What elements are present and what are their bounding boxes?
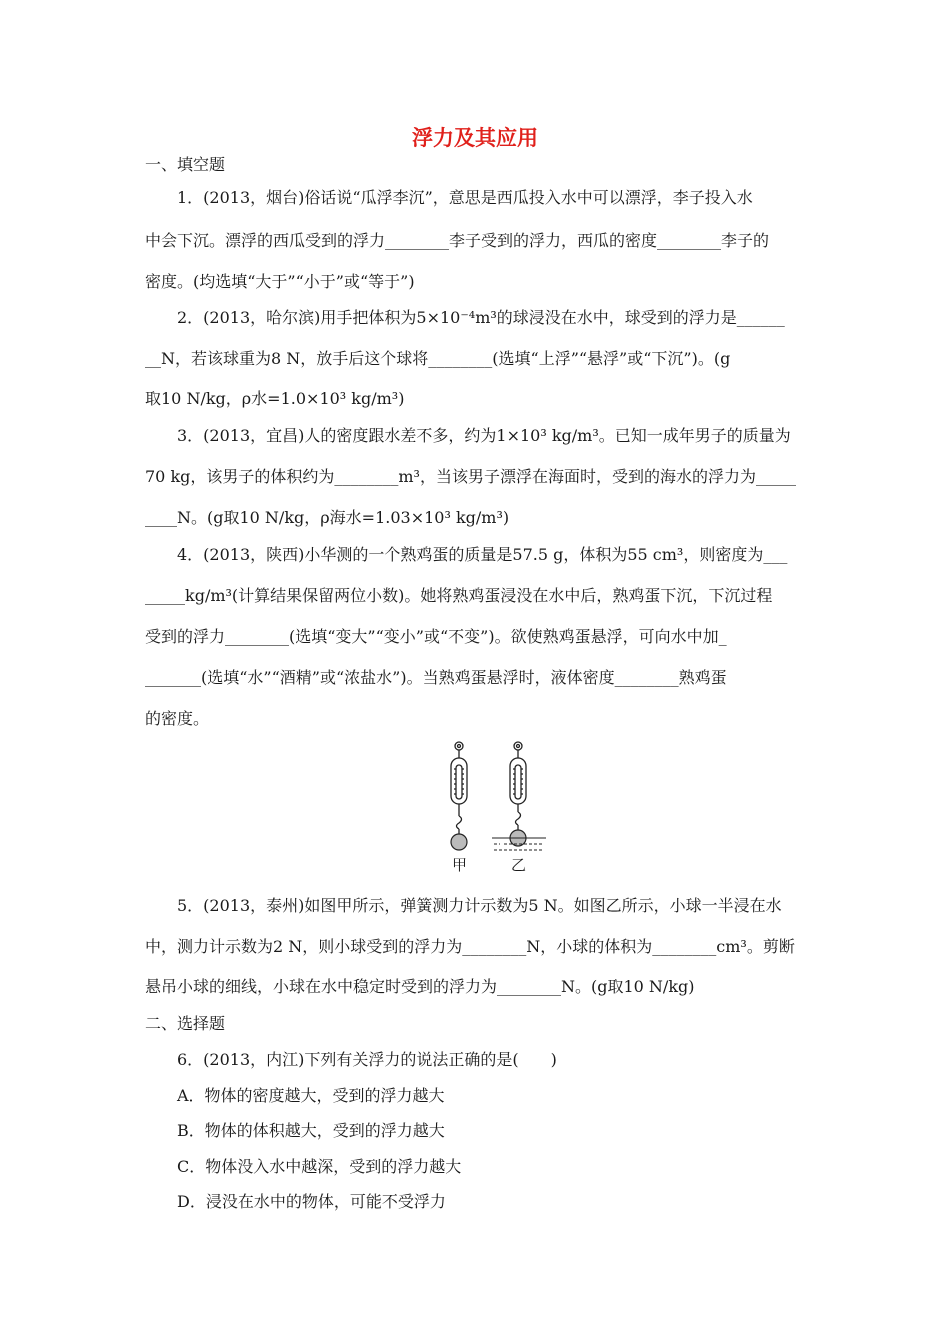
spring-scale-a [451,742,467,834]
question-1-line-1: 1．(2013，烟台)俗话说“瓜浮李沉”，意思是西瓜投入水中可以漂浮，李子投入水 [177,188,753,207]
question-6-option-b: B．物体的体积越大，受到的浮力越大 [177,1121,445,1140]
figure-label-b: 乙 [511,856,527,874]
question-3-line-1: 3．(2013，宜昌)人的密度跟水差不多，约为1×10³ kg/m³。已知一成年男子的质量为 [177,426,791,445]
spring-scale-b [510,742,526,830]
question-4-line-3: 受到的浮力________(选填“变大”“变小”或“不变”)。欲使熟鸡蛋悬浮，可向水中加_ [145,627,727,646]
question-5-line-2: 中，测力计示数为2 N，则小球受到的浮力为________N，小球的体积为________cm³。剪断 [145,937,795,956]
question-6-option-c: C．物体没入水中越深，受到的浮力越大 [177,1157,462,1176]
page-title: 浮力及其应用 [412,126,538,150]
question-4-line-5: 的密度。 [145,709,210,728]
question-2-line-1: 2．(2013，哈尔滨)用手把体积为5×10⁻⁴m³的球浸没在水中，球受到的浮力是______ [177,308,785,327]
question-4-line-2: _____kg/m³(计算结果保留两位小数)。她将熟鸡蛋浸没在水中后，熟鸡蛋下沉，下沉过程 [145,586,773,605]
question-3-line-3: ____N。(g取10 N/kg，ρ海水=1.03×10³ kg/m³) [145,508,510,527]
figure-label-a: 甲 [452,856,468,874]
question-6-stem: 6．(2013，内江)下列有关浮力的说法正确的是( ) [177,1050,557,1069]
question-4-line-4: _______(选填“水”“酒精”或“浓盐水”)。当熟鸡蛋悬浮时，液体密度________熟鸡蛋 [145,668,727,687]
section-heading-fill-blank: 一、填空题 [145,155,226,174]
question-4-line-1: 4．(2013，陕西)小华测的一个熟鸡蛋的质量是57.5 g，体积为55 cm³，则密度为___ [177,545,788,564]
question-2-line-2: __N，若该球重为8 N，放手后这个球将________(选填“上浮”“悬浮”或“下沉”)。(g [145,349,731,368]
question-3-line-2: 70 kg，该男子的体积约为________m³，当该男子漂浮在海面时，受到的海水的浮力为_____ [145,467,796,486]
question-1-line-3: 密度。(均选填“大于”“小于”或“等于”) [145,272,415,291]
question-6-option-d: D．浸没在水中的物体，可能不受浮力 [177,1192,446,1211]
section-heading-multiple-choice: 二、选择题 [145,1014,226,1033]
question-2-line-3: 取10 N/kg，ρ水=1.0×10³ kg/m³) [145,389,405,408]
spring-scale-figure [440,738,560,878]
question-1-line-2: 中会下沉。漂浮的西瓜受到的浮力________李子受到的浮力，西瓜的密度________李子的 [145,231,770,250]
ball-a [451,834,467,850]
question-5-line-1: 5．(2013，泰州)如图甲所示，弹簧测力计示数为5 N。如图乙所示，小球一半浸在水 [177,896,782,915]
question-6-option-a: A．物体的密度越大，受到的浮力越大 [177,1086,445,1105]
question-5-line-3: 悬吊小球的细线，小球在水中稳定时受到的浮力为________N。(g取10 N/kg) [145,977,695,996]
